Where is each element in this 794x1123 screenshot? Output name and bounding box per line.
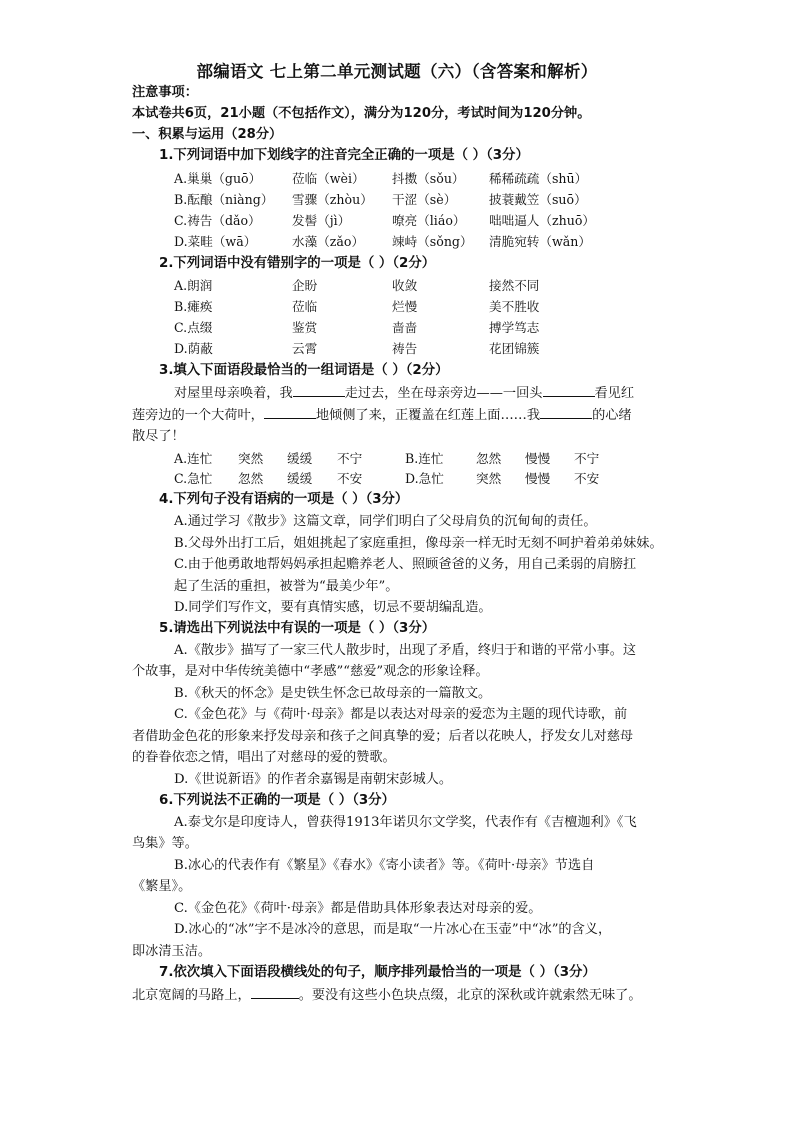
q3-option-b-1: B.连忙 [405,451,444,466]
notice-text: 本试卷共6页，21小题（不包括作文），满分为120分，考试时间为120分钟。 [132,106,591,121]
q2-option-d-4: 花团锦簇 [489,341,540,356]
q5-option-c-cont2: 的眷眷依恋之情，唱出了对慈母的爱的赞歌。 [132,750,396,765]
q5-option-a-cont: 个故事，是对中华传统美德中“孝感”“慈爱”观念的形象诠释。 [132,664,489,679]
q2-option-a-4: 接然不同 [489,278,540,293]
q1-option-b-2: 雪骤（zhòu） [292,192,373,207]
q3-text: 对屋里母亲唤着，我 [174,386,293,401]
q1-option-a-1: A.巢巢（guō） [174,171,262,186]
question-2-stem: 2.下列词语中没有错别字的一项是（ ）（2分） [159,256,436,271]
q7-passage-line-1 [132,986,642,1005]
q3-option-c-1: C.急忙 [174,471,213,486]
page-title: 部编语文 七上第二单元测试题（六）（含答案和解析） [196,62,598,81]
q7-text: 北京宽阔的马路上， [132,988,251,1003]
q3-option-d-1: D.急忙 [405,471,444,486]
q1-option-a-3: 抖擞（sǒu） [392,171,465,186]
notice-heading: 注意事项： [132,85,198,100]
question-1-stem: 1.下列词语中加下划线字的注音完全正确的一项是（ ）（3分） [159,148,529,163]
q1-option-b-4: 披蓑戴笠（suō） [489,192,587,207]
q2-option-c-3: 啬啬 [392,320,418,335]
q2-option-a-3: 收敛 [392,278,418,293]
q4-option-c: C.由于他勇敢地帮妈妈承担起赡养老人、照顾爸爸的义务，用自己柔弱的肩膀扛 [174,557,637,572]
section-heading: 一、积累与运用（28分） [132,127,283,142]
q5-option-a: A.《散步》描写了一家三代人散步时，出现了矛盾，终归于和谐的平常小事。这 [174,643,637,658]
q3-option-c-3: 缓缓 [287,471,313,486]
question-4-stem: 4.下列句子没有语病的一项是（ ）（3分） [159,492,409,507]
fill-blank[interactable] [543,384,595,397]
q2-option-d-2: 云霄 [292,341,318,356]
q1-option-c-1: C.祷告（dǎo） [174,213,261,228]
q3-text: 走过去，坐在母亲旁边——一回头 [344,386,543,401]
q3-option-d-4: 不安 [574,471,600,486]
q2-option-c-1: C.点缀 [174,320,213,335]
q3-option-c-4: 不安 [337,471,363,486]
q6-option-b: B.冰心的代表作有《繁星》《春水》《寄小读者》等。《荷叶·母亲》节选自 [174,858,595,873]
q2-option-b-3: 烂慢 [392,299,418,314]
q2-option-b-4: 美不胜收 [489,299,540,314]
q5-option-b: B.《秋天的怀念》是史铁生怀念已故母亲的一篇散文。 [174,686,492,701]
question-5-stem: 5.请选出下列说法中有误的一项是（ ）（3分） [159,621,436,636]
q2-option-a-2: 企盼 [292,278,318,293]
q4-option-d: D.同学们写作文，要有真情实感，切忌不要胡编乱造。 [174,600,492,615]
q1-option-d-1: D.菜畦（wā） [174,234,257,249]
question-6-stem: 6.下列说法不正确的一项是（ ）（3分） [159,793,395,808]
question-3-stem: 3.填入下面语段最恰当的一组词语是（ ）（2分） [159,363,449,378]
q3-option-b-3: 慢慢 [525,451,551,466]
q6-option-a-cont: 鸟集》等。 [132,836,198,851]
fill-blank[interactable] [264,406,316,419]
q6-option-b-cont: 《繁星》。 [132,879,192,894]
q7-text: 。要没有这些小色块点缀，北京的深秋或许就索然无味了。 [298,988,642,1003]
q3-option-a-3: 缓缓 [287,451,313,466]
q1-option-b-3: 干涩（sè） [392,192,457,207]
q1-option-c-4: 咄咄逼人（zhuō） [489,213,596,228]
q1-option-d-2: 水藻（zǎo） [292,234,365,249]
q1-option-c-2: 发髻（jì） [292,213,351,228]
q2-option-d-3: 祷告 [392,341,418,356]
q3-option-d-3: 慢慢 [525,471,551,486]
q3-option-b-2: 忽然 [476,451,502,466]
q1-option-a-2: 莅临（wèi） [292,171,365,186]
q1-option-d-4: 清脆宛转（wǎn） [489,234,591,249]
q1-option-b-1: B.酝酿（niàng） [174,192,274,207]
fill-blank[interactable] [293,384,345,397]
q3-passage-line-1 [174,384,634,403]
q3-passage-line-2 [132,406,632,425]
q5-option-c: C.《金色花》与《荷叶·母亲》都是以表达对母亲的爱恋为主题的现代诗歌，前 [174,707,628,722]
q3-option-a-1: A.连忙 [174,451,213,466]
q3-passage-line-3: 散尽了！ [132,429,185,444]
q4-option-a: A.通过学习《散步》这篇文章，同学们明白了父母肩负的沉甸甸的责任。 [174,514,597,529]
q3-option-a-4: 不宁 [337,451,363,466]
q3-option-b-4: 不宁 [574,451,600,466]
fill-blank[interactable] [540,406,592,419]
q1-option-a-4: 稀稀疏疏（shū） [489,171,588,186]
q3-text: 莲旁边的一个大荷叶， [132,408,264,423]
q2-option-a-1: A.朗润 [174,278,213,293]
q1-option-d-3: 竦峙（sǒng） [392,234,473,249]
q1-option-c-3: 嘹亮（liáo） [392,213,466,228]
q2-option-c-2: 鉴赏 [292,320,318,335]
q6-option-c: C.《金色花》《荷叶·母亲》都是借助具体形象表达对母亲的爱。 [174,901,542,916]
q6-option-d-cont: 即冰清玉洁。 [132,944,212,959]
question-7-stem: 7.依次填入下面语段横线处的句子，顺序排列最恰当的一项是（ ）（3分） [159,965,596,980]
q3-text: 地倾侧了来，正覆盖在红莲上面……我 [315,408,541,423]
q2-option-c-4: 搏学笃志 [489,320,540,335]
q2-option-b-2: 莅临 [292,299,318,314]
q3-option-c-2: 忽然 [238,471,264,486]
q2-option-b-1: B.瘫痪 [174,299,213,314]
q2-option-d-1: D.荫蔽 [174,341,213,356]
q5-option-c-cont1: 者借助金色花的形象来抒发母亲和孩子之间真挚的爱；后者以花映人，抒发女儿对慈母 [132,729,634,744]
q4-option-b: B.父母外出打工后，姐姐挑起了家庭重担，像母亲一样无时无刻不呵护着弟弟妹妹。 [174,536,663,551]
q6-option-a: A.泰戈尔是印度诗人，曾获得1913年诺贝尔文学奖，代表作有《吉檀迦利》《飞 [174,815,637,830]
q3-text: 的心绪 [592,408,632,423]
q5-option-d: D.《世说新语》的作者余嘉锡是南朝宋彭城人。 [174,772,453,787]
q3-option-a-2: 突然 [238,451,264,466]
q3-option-d-2: 突然 [476,471,502,486]
q6-option-d: D.冰心的“冰”字不是冰冷的意思，而是取“一片冰心在玉壶”中“冰”的含义， [174,922,612,937]
q3-text: 看见红 [594,386,635,401]
q4-option-c-cont: 起了生活的重担，被誉为“最美少年”。 [174,579,399,594]
fill-blank[interactable] [251,986,299,999]
